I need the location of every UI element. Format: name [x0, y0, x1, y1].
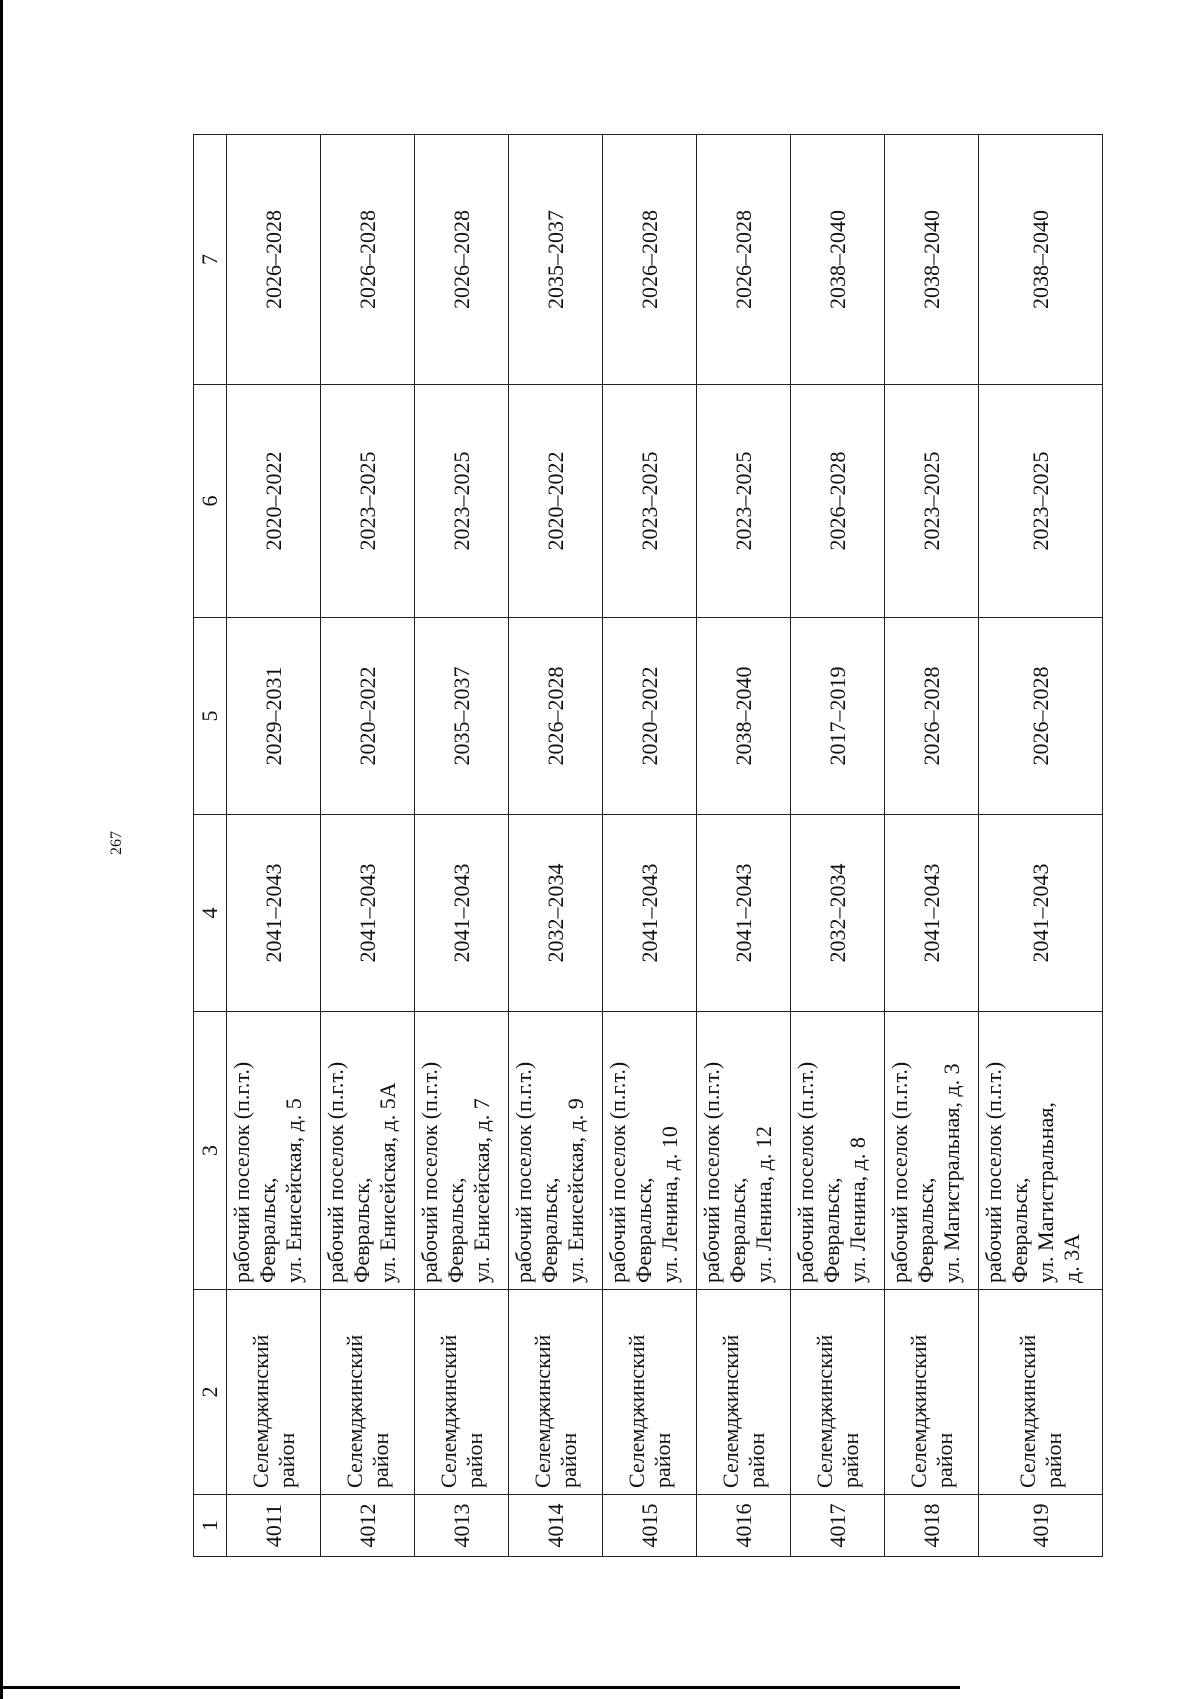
period-col-4-cell: 2032–2034 [509, 815, 603, 1012]
period-col-7-cell: 2026–2028 [603, 135, 697, 385]
district-cell: Селемджинский район [321, 1290, 415, 1495]
period-col-4-cell: 2041–2043 [603, 815, 697, 1012]
district-cell: Селемджинский район [791, 1290, 885, 1495]
address-cell [697, 1012, 791, 1290]
address-line: Февральск, [913, 1177, 939, 1283]
header-row [194, 135, 227, 1557]
period-col-6-cell: 2023–2025 [415, 385, 509, 618]
period-col-4-cell: 2041–2043 [885, 815, 979, 1012]
scan-edge-left [0, 0, 3, 1699]
address-line: Февральск, [725, 1177, 751, 1283]
table-row [791, 135, 885, 1557]
district-cell: Селемджинский район [697, 1290, 791, 1495]
row-id-cell: 4012 [321, 1495, 415, 1557]
table-row [509, 135, 603, 1557]
address-cell [603, 1012, 697, 1290]
district-cell: Селемджинский район [603, 1290, 697, 1495]
period-col-4-cell: 2041–2043 [227, 815, 321, 1012]
address-line: рабочий поселок (п.г.т.) [323, 1061, 349, 1283]
table-row [979, 135, 1103, 1557]
address-cell [227, 1012, 321, 1290]
district-cell: Селемджинский район [509, 1290, 603, 1495]
period-col-4-cell: 2041–2043 [415, 815, 509, 1012]
address-line: рабочий поселок (п.г.т.) [605, 1061, 631, 1283]
address-line: Февральск, [819, 1177, 845, 1283]
period-col-4-cell: 2041–2043 [979, 815, 1103, 1012]
period-col-6-cell: 2023–2025 [697, 385, 791, 618]
address-line: ул. Енисейская, д. 5 [281, 1098, 306, 1283]
period-col-7-cell: 2026–2028 [227, 135, 321, 385]
period-col-6-cell: 2020–2022 [509, 385, 603, 618]
address-line: рабочий поселок (п.г.т.) [417, 1061, 443, 1283]
address-line: рабочий поселок (п.г.т.) [699, 1061, 725, 1283]
row-id-cell: 4014 [509, 1495, 603, 1557]
period-col-6-cell: 2023–2025 [321, 385, 415, 618]
period-col-4-cell: 2041–2043 [697, 815, 791, 1012]
district-cell: Селемджинский район [415, 1290, 509, 1495]
period-col-7-cell: 2035–2037 [509, 135, 603, 385]
period-col-5-cell: 2020–2022 [321, 618, 415, 815]
district-cell: Селемджинский район [227, 1290, 321, 1495]
period-col-7-cell: 2038–2040 [791, 135, 885, 385]
address-line: ул. Енисейская, д. 9 [563, 1098, 589, 1283]
period-col-5-cell: 2026–2028 [979, 618, 1103, 815]
table-row [697, 135, 791, 1557]
table-body [227, 135, 1103, 1557]
column-header-3: 3 [194, 1012, 227, 1290]
period-col-7-cell: 2026–2028 [415, 135, 509, 385]
period-col-4-cell: 2032–2034 [791, 815, 885, 1012]
address-line: ул. Магистральная, [1033, 1102, 1059, 1283]
row-id-cell: 4013 [415, 1495, 509, 1557]
column-header-5: 5 [194, 618, 227, 815]
period-col-6-cell: 2026–2028 [791, 385, 885, 618]
period-col-4-cell: 2041–2043 [321, 815, 415, 1012]
column-header-1: 1 [194, 1495, 227, 1557]
district-cell: Селемджинский район [979, 1290, 1103, 1495]
period-col-6-cell: 2023–2025 [603, 385, 697, 618]
period-col-7-cell: 2038–2040 [979, 135, 1103, 385]
period-col-7-cell: 2026–2028 [697, 135, 791, 385]
period-col-5-cell: 2026–2028 [885, 618, 979, 815]
period-col-5-cell: 2035–2037 [415, 618, 509, 815]
address-line: рабочий поселок (п.г.т.) [793, 1061, 819, 1283]
row-id-cell: 4019 [979, 1495, 1103, 1557]
period-col-6-cell: 2023–2025 [885, 385, 979, 618]
table-row [227, 135, 321, 1557]
row-id-cell: 4018 [885, 1495, 979, 1557]
table-row [603, 135, 697, 1557]
column-header-2: 2 [194, 1290, 227, 1495]
column-header-4: 4 [194, 815, 227, 1012]
address-line: д. 3А [1059, 1233, 1085, 1283]
address-line: ул. Ленина, д. 8 [845, 1137, 871, 1283]
row-id-cell: 4011 [227, 1495, 321, 1557]
table-row [321, 135, 415, 1557]
address-line: Февральск, [255, 1177, 280, 1283]
address-cell [321, 1012, 415, 1290]
address-line: ул. Ленина, д. 10 [657, 1126, 683, 1283]
page-number: 267 [108, 831, 125, 855]
column-header-6: 6 [194, 385, 227, 618]
address-line: ул. Енисейская, д. 5А [375, 1082, 401, 1283]
address-cell [509, 1012, 603, 1290]
address-line: рабочий поселок (п.г.т.) [981, 1061, 1007, 1283]
address-line: рабочий поселок (п.г.т.) [511, 1061, 537, 1283]
district-cell: Селемджинский район [885, 1290, 979, 1495]
period-col-5-cell: 2026–2028 [509, 618, 603, 815]
address-cell [791, 1012, 885, 1290]
period-col-7-cell: 2038–2040 [885, 135, 979, 385]
table-container [193, 135, 1103, 1557]
row-id-cell: 4017 [791, 1495, 885, 1557]
period-col-5-cell: 2017–2019 [791, 618, 885, 815]
address-line: Февральск, [537, 1177, 563, 1283]
scan-edge-bottom [0, 1686, 960, 1689]
table-row [885, 135, 979, 1557]
address-line: Февральск, [349, 1177, 375, 1283]
column-header-7: 7 [194, 135, 227, 385]
address-line: рабочий поселок (п.г.т.) [887, 1061, 913, 1283]
address-cell [885, 1012, 979, 1290]
address-line: ул. Енисейская, д. 7 [469, 1098, 495, 1283]
address-line: Февральск, [443, 1177, 469, 1283]
period-col-6-cell: 2023–2025 [979, 385, 1103, 618]
row-id-cell: 4016 [697, 1495, 791, 1557]
address-cell [415, 1012, 509, 1290]
period-col-7-cell: 2026–2028 [321, 135, 415, 385]
data-table [193, 134, 1103, 1557]
period-col-6-cell: 2020–2022 [227, 385, 321, 618]
table-row [415, 135, 509, 1557]
period-col-5-cell: 2029–2031 [227, 618, 321, 815]
address-line: ул. Магистральная, д. 3 [939, 1063, 965, 1283]
address-line: Февральск, [631, 1177, 657, 1283]
period-col-5-cell: 2020–2022 [603, 618, 697, 815]
address-line: рабочий поселок (п.г.т.) [229, 1061, 254, 1283]
period-col-5-cell: 2038–2040 [697, 618, 791, 815]
address-line: ул. Ленина, д. 12 [751, 1126, 777, 1283]
address-cell [979, 1012, 1103, 1290]
address-line: Февральск, [1007, 1177, 1033, 1283]
row-id-cell: 4015 [603, 1495, 697, 1557]
